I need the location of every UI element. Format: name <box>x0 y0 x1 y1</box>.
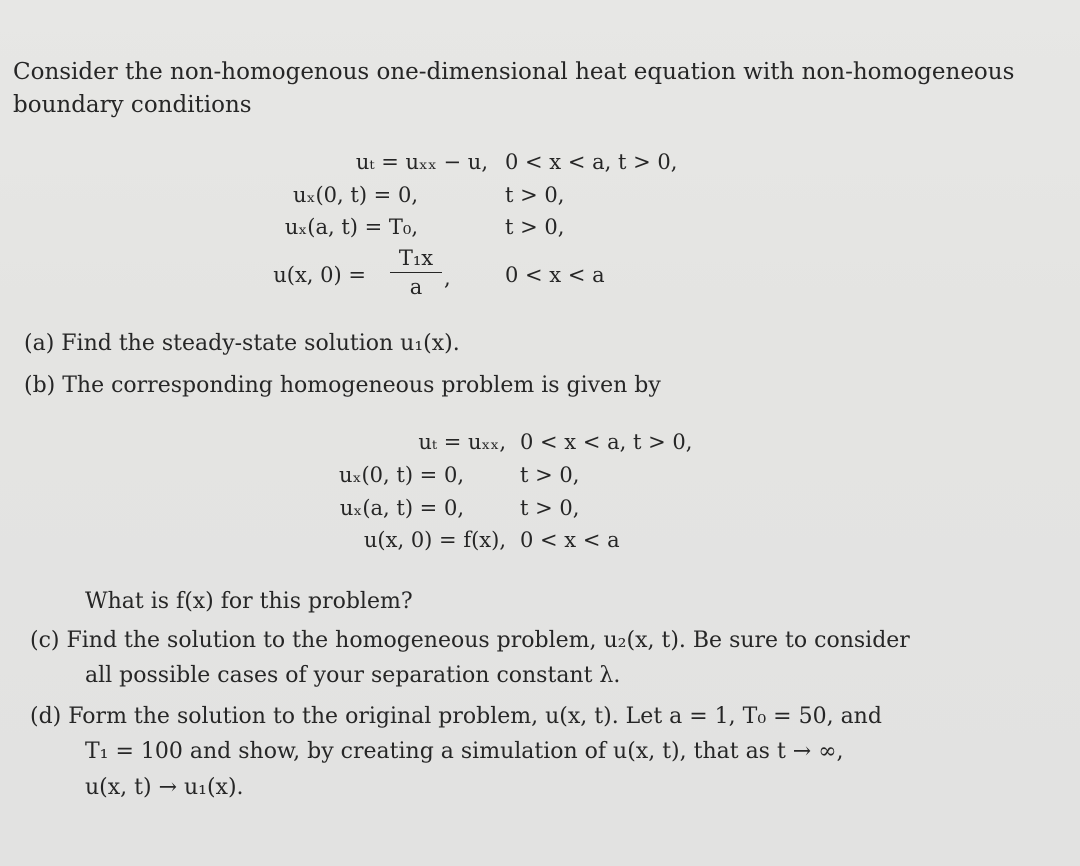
intro-line-2: boundary conditions <box>13 92 252 118</box>
pde-equation: uₜ = uₓₓ − u, <box>355 150 488 174</box>
right-boundary-domain: t > 0, <box>505 215 565 239</box>
initial-condition-domain: 0 < x < a <box>505 263 605 287</box>
homog-right-boundary: uₓ(a, t) = 0, <box>339 496 464 520</box>
homog-pde-domain: 0 < x < a, t > 0, <box>520 430 693 454</box>
left-boundary-condition: uₓ(0, t) = 0, <box>293 183 418 207</box>
homog-pde-equation: uₜ = uₓₓ, <box>418 430 506 454</box>
homog-initial-condition: u(x, 0) = f(x), <box>363 528 506 552</box>
fraction-comma: , <box>444 266 451 290</box>
fraction-numerator: T₁x <box>398 246 434 270</box>
part-b-question: What is f(x) for this problem? <box>85 589 413 614</box>
homog-right-boundary-domain: t > 0, <box>520 496 580 520</box>
part-b: (b) The corresponding homogeneous problem is given by <box>24 373 661 398</box>
homog-left-boundary: uₓ(0, t) = 0, <box>339 463 464 487</box>
intro-line-1: Consider the non-homogenous one-dimensional heat equation with non-homogeneous <box>13 59 1015 85</box>
part-d-line-3: u(x, t) → u₁(x). <box>85 775 244 800</box>
homog-left-boundary-domain: t > 0, <box>520 463 580 487</box>
right-boundary-condition: uₓ(a, t) = T₀, <box>284 215 418 239</box>
initial-condition-lhs: u(x, 0) = <box>273 263 366 287</box>
part-a: (a) Find the steady-state solution u₁(x). <box>24 331 460 356</box>
fraction-bar <box>390 272 442 273</box>
part-d-line-1: (d) Form the solution to the original problem, u(x, t). Let a = 1, T₀ = 50, and <box>30 704 882 729</box>
part-c-line-2: all possible cases of your separation constant λ. <box>85 663 621 688</box>
initial-condition-fraction <box>390 246 442 299</box>
part-d-line-2: T₁ = 100 and show, by creating a simulation of u(x, t), that as t → ∞, <box>85 739 844 764</box>
homog-initial-domain: 0 < x < a <box>520 528 620 552</box>
left-boundary-domain: t > 0, <box>505 183 565 207</box>
part-c-line-1: (c) Find the solution to the homogeneous problem, u₂(x, t). Be sure to consider <box>30 628 910 653</box>
pde-domain: 0 < x < a, t > 0, <box>505 150 678 174</box>
fraction-denominator: a <box>409 275 423 299</box>
